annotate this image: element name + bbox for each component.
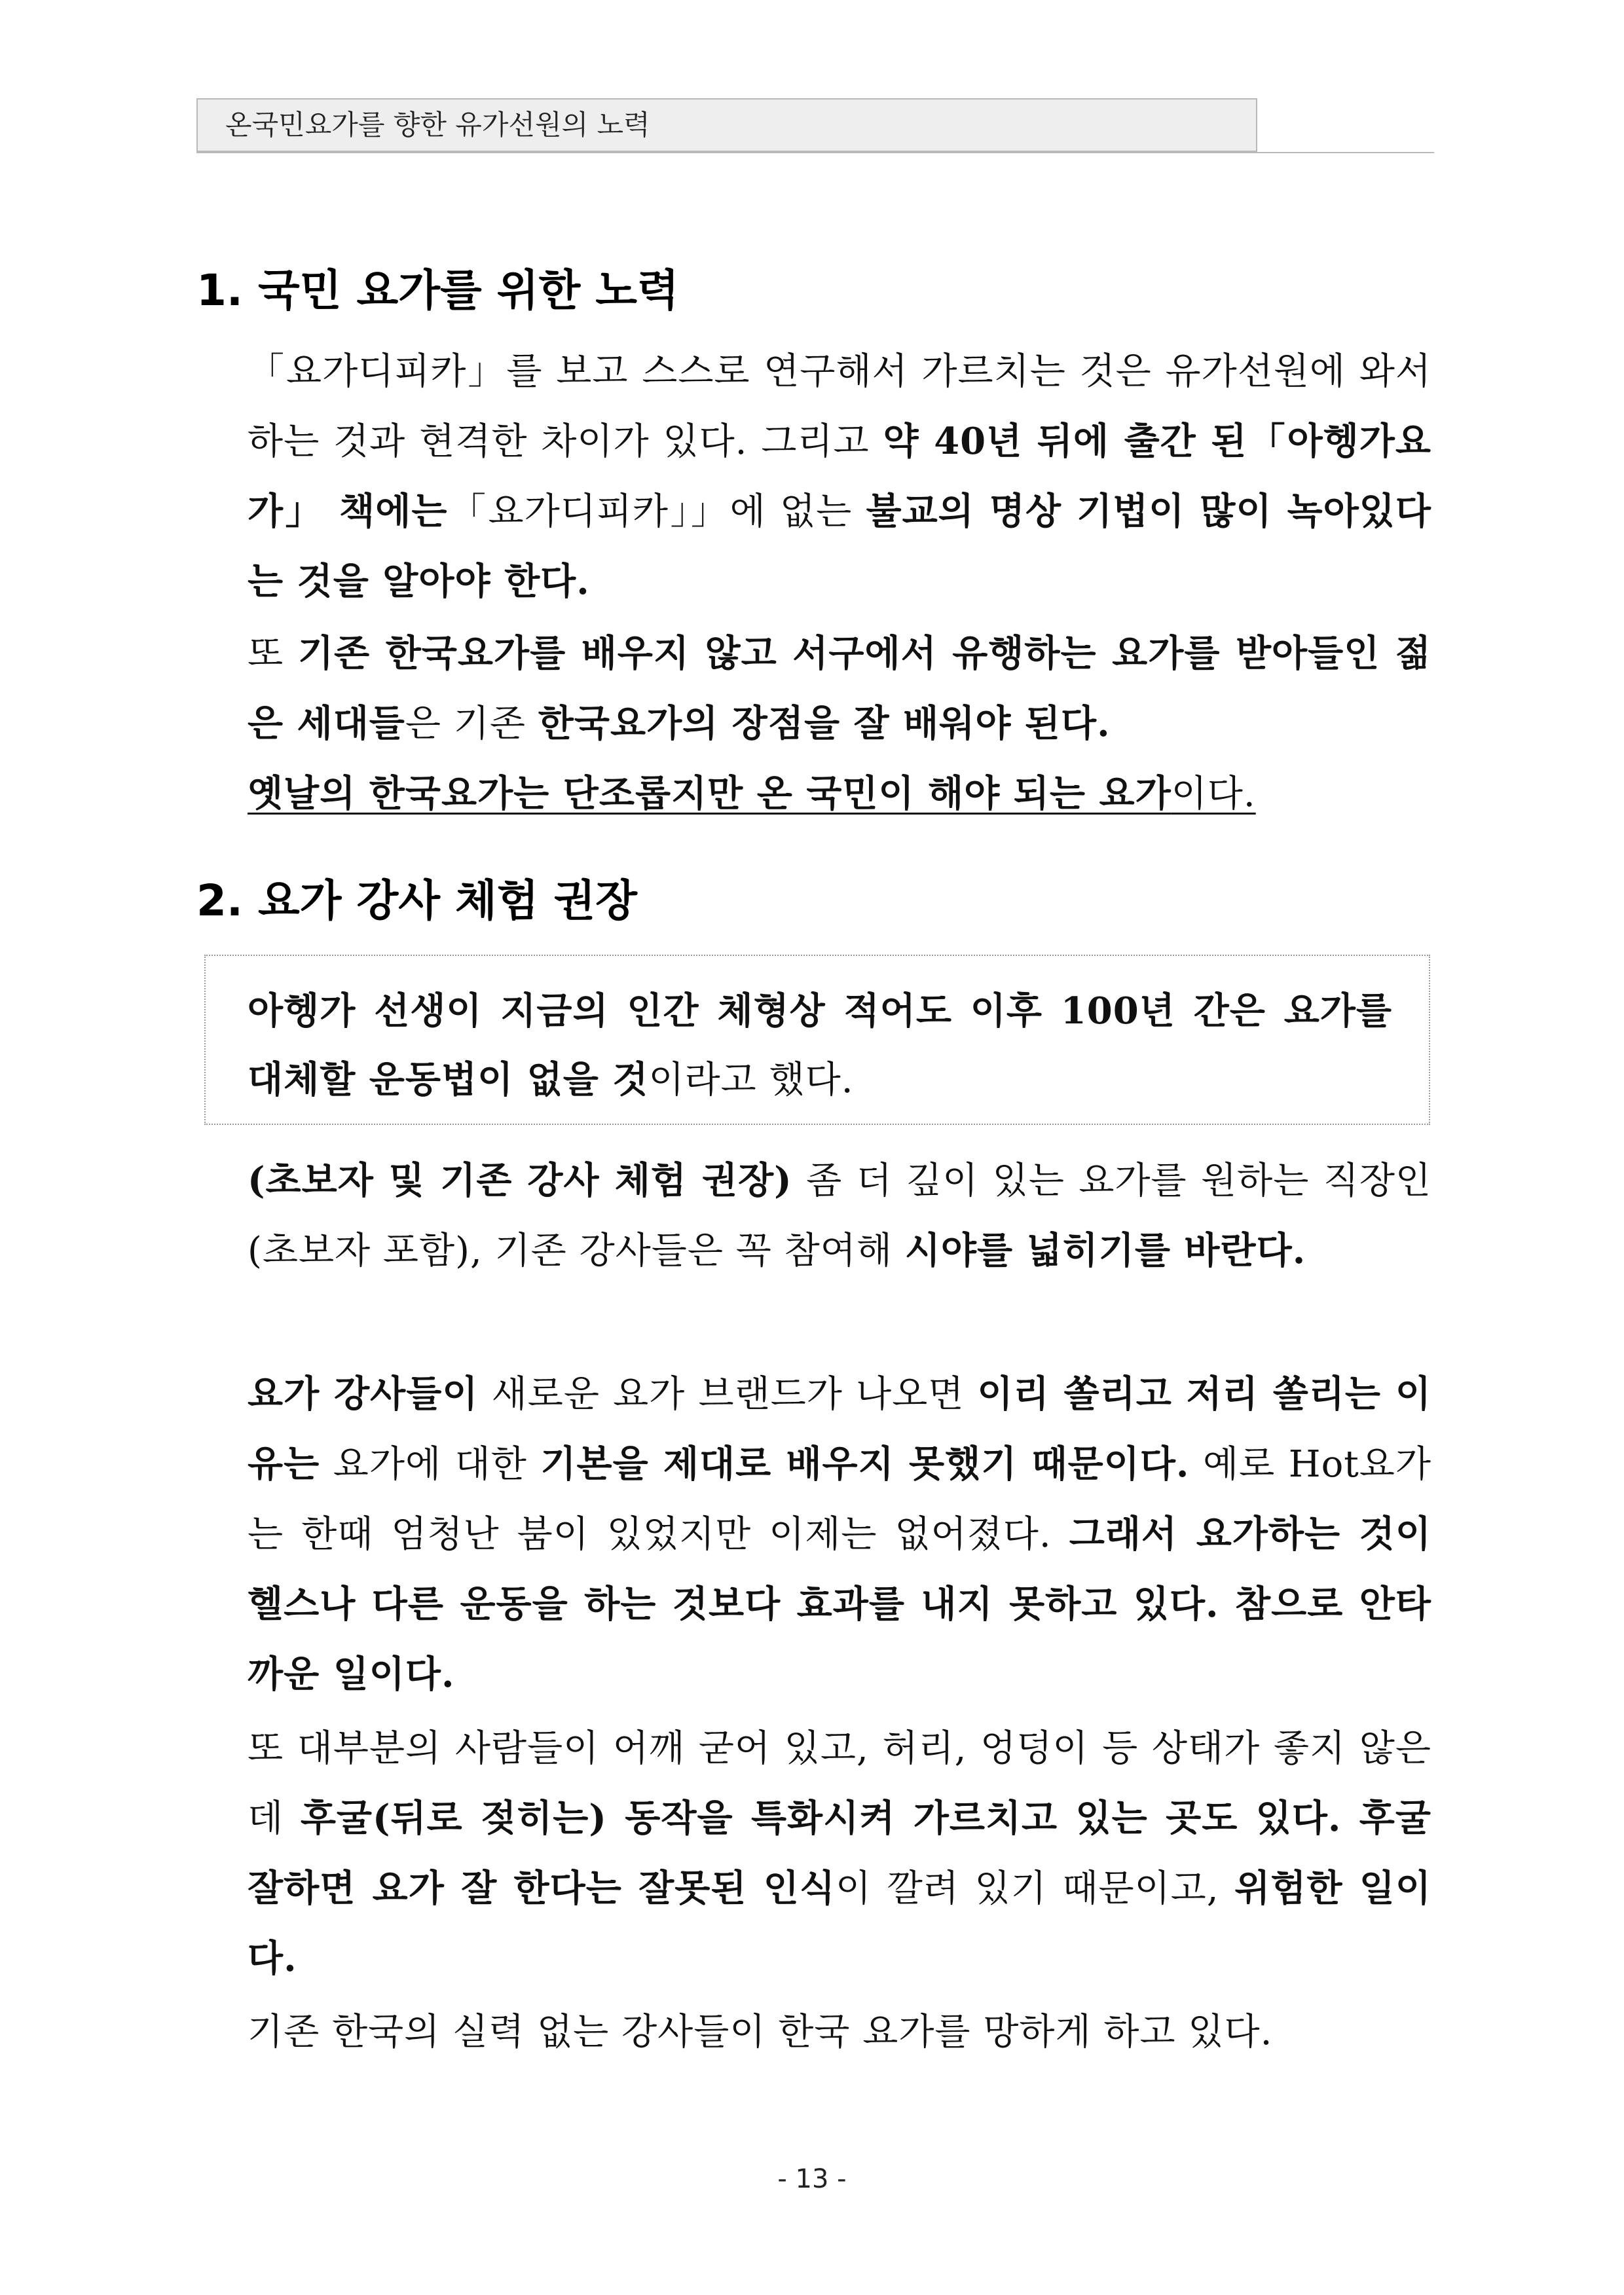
text-run-bold: 불교의 명상 기법이 많이 녹아있다는 것을 알아야 한다.	[248, 490, 1431, 603]
text-run-bold: 이리 쏠리고 저리 쏠리는 이유는	[248, 1372, 1431, 1486]
text-run: 또 대부분의 사람들이 어깨 굳어 있고, 허리, 엉덩이 등 상태가 좋지 않은데	[248, 1727, 1431, 1840]
section-2-paragraph-3	[248, 1714, 1431, 1994]
section-2-paragraph-4	[248, 1997, 1431, 2067]
quote-box	[204, 955, 1430, 1125]
text-run: 이 깔려 있기 때문이고,	[835, 1867, 1235, 1910]
text-run-bold: 위험한 일이다.	[248, 1867, 1431, 1980]
text-run-bold: 약 40년 뒤에 출간 된「아헹가요가」 책에는	[248, 420, 1431, 533]
text-run-bold: 후굴(뒤로 젖히는) 동작을 특화시켜 가르치고 있는 곳도 있다. 후굴 잘하면 요가 잘 한다는 잘못된 인식	[248, 1797, 1432, 1910]
running-header-title: 온국민요가를 향한 유가선원의 노력	[225, 109, 650, 141]
text-run-bold: 아헹가 선생이 지금의 인간 체형상 적어도 이후 100년 간은 요가를 대체할 운동법이 없을 것	[248, 989, 1392, 1101]
text-run-bold: 한국요가의 장점을 잘 배워야 된다.	[538, 702, 1111, 745]
text-run: 이라고 했다.	[648, 1059, 854, 1101]
text-run: 또	[248, 633, 298, 675]
text-run: 「요가디피카」를 보고 스스로 연구해서 가르치는 것은 유가선원에 와서 하는 것과 현격한 차이가 있다. 그리고	[248, 350, 1431, 463]
section-1-paragraph-1	[248, 337, 1431, 617]
section-2-paragraph-2	[248, 1359, 1431, 1710]
text-run-bold-underlined: 옛날의 한국요가는 단조롭지만 온 국민이 해야 되는 요가	[248, 772, 1172, 815]
text-run: 새로운 요가 브랜드가 나오면	[478, 1373, 978, 1416]
text-run: 요가에 대한	[320, 1443, 541, 1486]
running-header	[196, 98, 1257, 152]
text-run-bold: 그래서 요가하는 것이 헬스나 다른 운동을 하는 것보다 효과를 내지 못하고 있다. 참으로 안타까운 일이다.	[248, 1513, 1431, 1696]
text-run-bold: 요가 강사들이	[248, 1372, 479, 1416]
text-run-bold: 시야를 넓히기를 바란다.	[904, 1229, 1306, 1272]
text-run-bold: 기본을 제대로 배우지 못했기 때문이다.	[540, 1442, 1190, 1486]
section-1-paragraph-2	[248, 619, 1431, 829]
header-divider	[196, 152, 1434, 153]
text-run: 「요가디피카」」에 없는	[447, 490, 866, 533]
text-run: 기존 한국의 실력 없는 강사들이 한국 요가를 망하게 하고 있다.	[248, 2011, 1273, 2053]
text-run: 예로 Hot요가는 한때 엄청난 붐이 있었지만 이제는 없어졌다.	[248, 1443, 1431, 1556]
text-run: 좀 더 깊이 있는 요가를 원하는 직장인(초보자 포함), 기존 강사들은 꼭 참여해	[248, 1160, 1432, 1272]
section-2-paragraph-1	[248, 1146, 1431, 1286]
section-2-heading: 2. 요가 강사 체험 권장	[196, 875, 637, 926]
text-run-underlined: 이다.	[1171, 773, 1256, 815]
section-1-heading: 1. 국민 요가를 위한 노력	[196, 265, 679, 316]
text-run-bold: (초보자 및 기존 강사 체험 권장)	[248, 1159, 792, 1202]
page-number: - 13 -	[777, 2164, 847, 2194]
text-run: 은 기존	[405, 703, 538, 745]
text-run-bold: 기존 한국요가를 배우지 않고 서구에서 유행하는 요가를 받아들인 젊은 세대들	[248, 632, 1431, 745]
quote-text	[248, 977, 1392, 1114]
